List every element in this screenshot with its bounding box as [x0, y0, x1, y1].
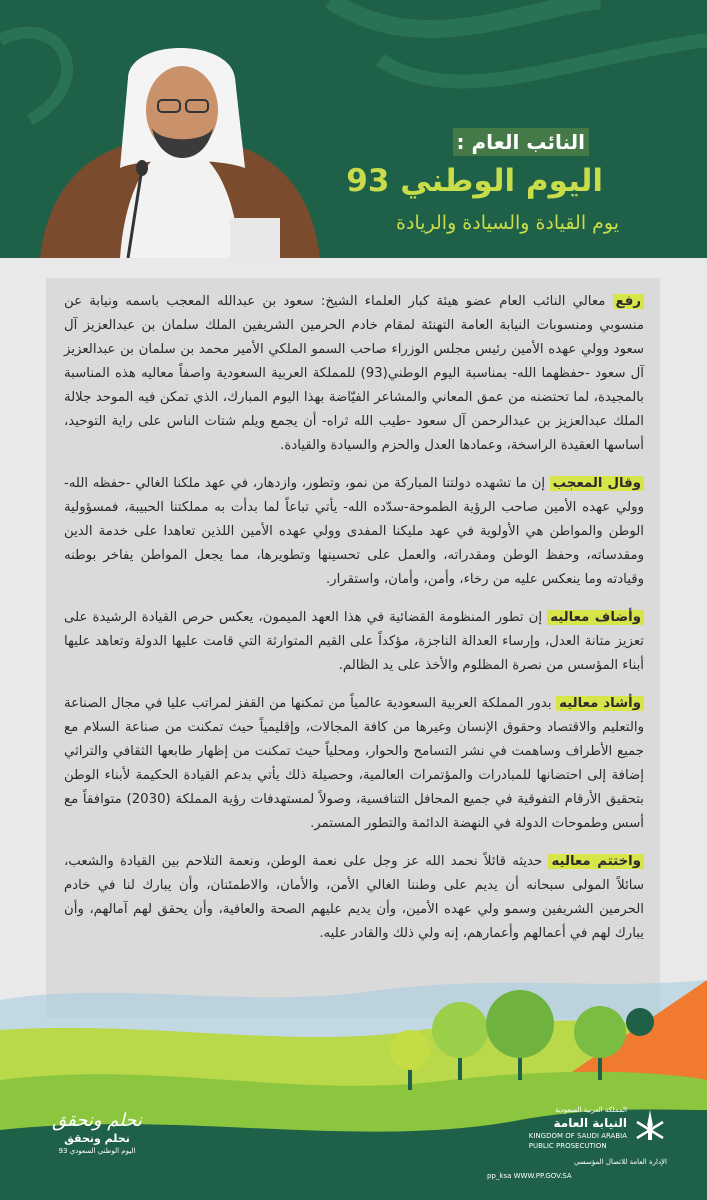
page-title: اليوم الوطني 93 — [346, 163, 603, 199]
paragraph-text: حديثه قائلاً نحمد الله عز وجل على نعمة الوطن، ونعمة التلاحم بين القيادة والشعب، سائلاً المولى سبحانه أن يديم على وطننا الغالي الأمن، والأمان، والاطمئنان، وأن يبارك لنا في خادم الحرمين الشريفين وسمو ولي عهده الأمين، وأن يديم عليهم الصحة والعافية، وأن يحقق لهم آمالهم، وأن يبارك لهم في أعمالهم وأعمارهم، إنه ولي ذلك والقادر عليه. — [64, 854, 644, 941]
page-subtitle: يوم القيادة والسيادة والريادة — [396, 212, 619, 234]
national-day-logo — [52, 1110, 142, 1156]
logo-title: نحلم ونحقق — [64, 1132, 130, 1145]
paragraph-text: إن تطور المنظومة القضائية في هذا العهد الميمون، يعكس حرص القيادة الرشيدة على تعزيز متانة العدل، وإرساء العدالة الناجزة، مؤكداً على القيم المتوارثة التي قامت عليها الدولة وتعاهد عليها أبناء المؤسس من نصرة المظلوم والأخذ على يد الظالم. — [64, 610, 644, 673]
social-handles[interactable]: pp_ksa WWW.PP.GOV.SA — [487, 1172, 572, 1180]
header-label: النائب العام : — [453, 128, 589, 156]
paragraph — [64, 290, 644, 458]
organization-branding — [487, 1105, 667, 1181]
paragraph — [64, 692, 644, 836]
paragraph-lead: واختتم معاليه — [548, 854, 644, 869]
paragraph — [64, 606, 644, 678]
paragraph-text: معالي النائب العام عضو هيئة كبار العلماء الشيخ: سعود بن عبدالله المعجب باسمه ونيابة عن منسوبي ومنسوبات النيابة العامة التهنئة لمقام خادم الحرمين الشريفين الملك سلمان بن عبدالعزيز آل سعود وولي عهده الأمين رئيس مجلس الوزراء صاحب السمو الملكي الأمير محمد بن سلمان بن عبدالعزيز آل سعود -حفظهما الله- بمناسبة اليوم الوطني(93) للمملكة العربية السعودية واصفاً معاليه هذه المناسبة بالمجيدة، لما تحتضنه من عمق المعاني والمشاعر الفيّاضة بهذا اليوم المبارك، الذي تمكن فيه الموحد جلالة الملك عبدالعزيز بن عبدالرحمن آل سعود -طيب الله ثراه- أن يجمع ويلم شتات الناس على راية التوحيد، أساسها العقيدة الراسخة، وعمادها العدل والحزم والسيادة والقيادة. — [64, 294, 644, 453]
paragraph-lead: وأضاف معاليه — [547, 610, 644, 625]
prosecutor-portrait — [30, 18, 330, 258]
org-name-en: PUBLIC PROSECUTION — [528, 1142, 607, 1150]
paragraph — [64, 472, 644, 592]
org-name: النيابة العامة — [553, 1116, 627, 1130]
logo-script: نحلم ونحقق — [52, 1110, 142, 1131]
paragraph-lead: رفع — [613, 294, 644, 309]
paragraph — [64, 850, 644, 946]
paragraph-text: بدور المملكة العربية السعودية عالمياً من تمكنها من القفز لمراتب عليا في مجال الصناعة والتعليم والاقتصاد وحقوق الإنسان وغيرها من كافة المجالات، وإقليمياً حيث تمكنت من صناعة السلام مع جميع الأطراف وساهمت في نشر التسامح والحوار، ومحلياً حيث تمكنت من إظهار طابعها الثقافي والتراثي إضافة إلى احتضانها للمبادرات والمؤتمرات العالمية، وحصيلة ذلك يأتي بدعم القيادة الحكيمة لأبناء الوطن بتحقيق الأرقام التفوقية في جميع المحافل التنافسية، وصولاً لمستهدفات رؤية المملكة (2030) متوافقاً مع أسس وطموحات الدولة في النهضة الدائمة والتطور المستمر. — [64, 696, 644, 831]
article-content — [64, 290, 644, 960]
paragraph-text: إن ما تشهده دولتنا المباركة من نمو، وتطور، وازدهار، في عهد ملكنا الغالي -حفظه الله- وولي عهده الأمين صاحب الرؤية الطموحة-سدّده الله- يأتي تباعاً لما بدأت به مملكتنا الحبيبة، فمسؤولية الوطن والمواطن هي الأولوية في عهد مليكنا المفدى وولي عهده الأمين اللذين تعاهدا على خدمة الدين ومقدساته، وحفظ الوطن ومقدراته، والعمل على تحسينها وتطويرها، مما يجعل المواطن يفاخر بوطنه وقيادته وما ينعكس عليه من رخاء، وأمن، وأمان، واستقرار. — [64, 476, 644, 587]
header-banner — [0, 0, 707, 258]
country-name-en: KINGDOM OF SAUDI ARABIA — [528, 1132, 627, 1140]
emblem-icon — [633, 1108, 667, 1148]
paragraph-lead: وأشاد معاليه — [556, 696, 644, 711]
country-name-ar: المملكة العربية السعودية — [555, 1106, 627, 1114]
paragraph-lead: وقال المعجب — [550, 476, 644, 491]
department-name: الإدارة العامة للاتصال المؤسسي — [573, 1158, 667, 1166]
logo-subtitle: اليوم الوطني السعودي 93 — [58, 1147, 136, 1155]
